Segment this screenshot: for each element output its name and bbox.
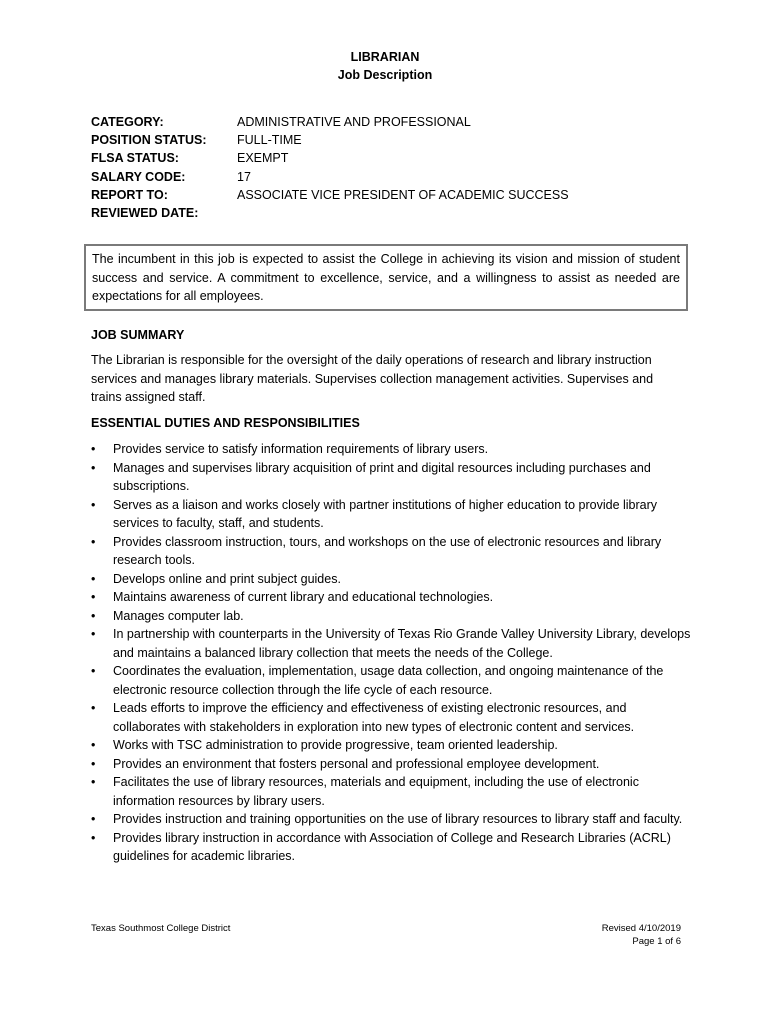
duty-text: Leads efforts to improve the efficiency and effectiveness of existing electronic resources, and collaborates with stakeholders in exploration into new types of electronic content and services. — [113, 701, 635, 734]
meta-label: POSITION STATUS: — [91, 133, 207, 148]
bullet-icon: • — [91, 571, 96, 586]
list-item — [91, 440, 691, 459]
expectations-notice-box: The incumbent in this job is expected to assist the College in achieving its vision and mission of student success and service. A commitment to excellence, service, and a willingness to assist as needed are expectations for all employees. — [84, 244, 688, 311]
bullet-icon: • — [91, 830, 96, 845]
bullet-icon: • — [91, 738, 96, 752]
list-item — [91, 607, 691, 626]
document-subtitle: Job Description — [337, 68, 433, 82]
list-item — [91, 736, 691, 755]
duty-text: Develops online and print subject guides. — [113, 571, 341, 586]
duty-text: Maintains awareness of current library and educational technologies. — [113, 590, 494, 604]
bullet-icon: • — [91, 608, 96, 623]
duty-text: Provides library instruction in accordance with Association of College and Research Libraries (ACRL) guidelines for academic libraries. — [113, 830, 671, 863]
bullet-icon: • — [91, 775, 96, 789]
bullet-icon: • — [91, 460, 96, 475]
bullet-icon: • — [91, 590, 96, 604]
list-item — [91, 588, 691, 607]
document-title-block — [0, 48, 770, 84]
meta-label: CATEGORY: — [91, 115, 164, 129]
meta-value: EXEMPT — [237, 151, 289, 166]
duties-list — [91, 440, 691, 866]
list-item — [91, 459, 691, 496]
list-item — [91, 699, 691, 736]
meta-row-report-to — [91, 186, 569, 204]
meta-row-category — [91, 113, 569, 131]
meta-value: ASSOCIATE VICE PRESIDENT OF ACADEMIC SUCCESS — [237, 187, 569, 202]
job-summary-heading: JOB SUMMARY — [91, 328, 185, 342]
duty-text: In partnership with counterparts in the University of Texas Rio Grande Valley University Library, develops and maintains a balanced library collection that meets the needs of the College. — [113, 627, 691, 660]
document-title: LIBRARIAN — [350, 50, 420, 64]
meta-label: FLSA STATUS: — [91, 151, 179, 166]
list-item — [91, 496, 691, 533]
meta-row-position-status — [91, 131, 569, 149]
duty-text: Provides an environment that fosters personal and professional employee development. — [113, 756, 600, 771]
meta-label: REVIEWED DATE: — [91, 206, 199, 221]
footer-organization: Texas Southmost College District — [91, 923, 231, 934]
bullet-icon: • — [91, 701, 96, 715]
footer-revised-date: Revised 4/10/2019 — [601, 923, 681, 934]
duty-text: Coordinates the evaluation, implementation, usage data collection, and ongoing maintenance of the electronic resource collection through the life cycle of each resource. — [113, 664, 664, 697]
list-item — [91, 662, 691, 699]
bullet-icon: • — [91, 664, 96, 678]
bullet-icon: • — [91, 497, 96, 512]
duty-text: Manages computer lab. — [113, 608, 244, 623]
meta-label: SALARY CODE: — [91, 169, 186, 184]
list-item — [91, 625, 691, 662]
bullet-icon: • — [91, 534, 96, 549]
duties-heading: ESSENTIAL DUTIES AND RESPONSIBILITIES — [91, 416, 360, 430]
list-item — [91, 755, 691, 774]
meta-value: ADMINISTRATIVE AND PROFESSIONAL — [237, 115, 471, 129]
meta-row-reviewed-date — [91, 204, 569, 222]
duty-text: Facilitates the use of library resources, materials and equipment, including the use of electronic information resources by library users. — [113, 775, 639, 808]
duty-text: Provides instruction and training opportunities on the use of library resources to library staff and faculty. — [113, 812, 683, 826]
meta-row-salary-code — [91, 168, 569, 186]
footer-revision-block — [602, 922, 681, 948]
job-summary-text: The Librarian is responsible for the oversight of the daily operations of research and library instruction services and manages library materials. Supervises collection management activities. Supervises and trains assigned staff. — [91, 353, 654, 404]
list-item — [91, 533, 691, 570]
list-item — [91, 829, 691, 866]
footer-page-number: Page 1 of 6 — [632, 936, 681, 947]
meta-label: REPORT TO: — [91, 187, 168, 202]
list-item — [91, 570, 691, 589]
list-item — [91, 773, 691, 810]
duty-text: Provides service to satisfy information requirements of library users. — [113, 442, 489, 456]
bullet-icon: • — [91, 442, 96, 456]
position-meta — [91, 113, 569, 222]
meta-value: 17 — [237, 169, 251, 184]
duty-text: Manages and supervises library acquisition of print and digital resources including purchases and subscriptions. — [113, 460, 651, 493]
meta-row-flsa-status — [91, 149, 569, 167]
duty-text: Serves as a liaison and works closely with partner institutions of higher education to provide library services to faculty, staff, and students. — [113, 497, 658, 530]
meta-value: FULL-TIME — [237, 133, 302, 148]
list-item — [91, 810, 691, 829]
bullet-icon: • — [91, 627, 96, 641]
bullet-icon: • — [91, 756, 96, 771]
bullet-icon: • — [91, 812, 96, 826]
duty-text: Works with TSC administration to provide progressive, team oriented leadership. — [113, 738, 558, 752]
duty-text: Provides classroom instruction, tours, and workshops on the use of electronic resources and library research tools. — [113, 534, 662, 567]
